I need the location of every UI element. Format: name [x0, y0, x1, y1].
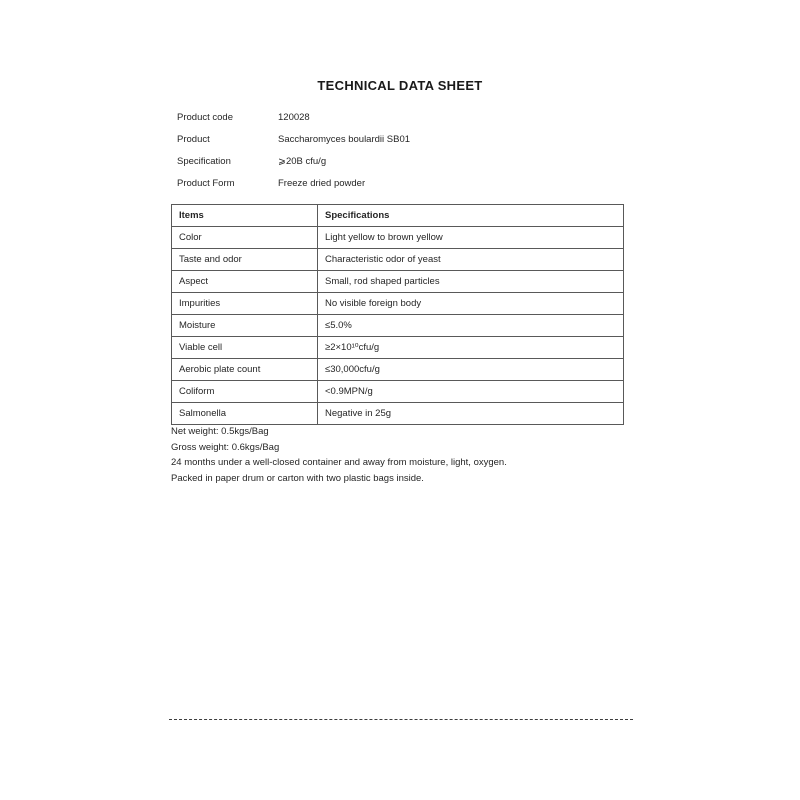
spec-cell: No visible foreign body [318, 293, 624, 315]
spec-cell: ≤30,000cfu/g [318, 359, 624, 381]
spec-cell: ≤5.0% [318, 315, 624, 337]
product-value: Saccharomyces boulardii SB01 [278, 133, 411, 145]
table-row [172, 293, 624, 315]
note-packaging: Packed in paper drum or carton with two plastic bags inside. [171, 472, 424, 484]
column-header-specifications: Specifications [318, 205, 624, 227]
item-cell: Viable cell [172, 337, 318, 359]
item-cell: Coliform [172, 381, 318, 403]
specification-label: Specification [177, 155, 231, 167]
product-form-label: Product Form [177, 177, 235, 189]
table-row [172, 403, 624, 425]
spec-cell: Small, rod shaped particles [318, 271, 624, 293]
table-row [172, 315, 624, 337]
footer-dashed-divider [169, 719, 633, 720]
specifications-table [171, 204, 624, 425]
table-row [172, 249, 624, 271]
product-info-row [177, 106, 410, 128]
spec-cell: Characteristic odor of yeast [318, 249, 624, 271]
item-cell: Impurities [172, 293, 318, 315]
table-header-row [172, 205, 624, 227]
product-info-row [177, 172, 410, 194]
product-form-value: Freeze dried powder [278, 177, 366, 189]
product-code-value: 120028 [278, 111, 310, 123]
column-header-items: Items [172, 205, 318, 227]
specification-value: ⩾20B cfu/g [278, 155, 327, 167]
table-row [172, 227, 624, 249]
item-cell: Taste and odor [172, 249, 318, 271]
product-label: Product [177, 133, 210, 145]
table-row [172, 381, 624, 403]
product-info-block [177, 106, 410, 194]
page-title: TECHNICAL DATA SHEET [317, 78, 483, 93]
notes-block [171, 424, 507, 486]
item-cell: Aerobic plate count [172, 359, 318, 381]
table-row [172, 271, 624, 293]
item-cell: Salmonella [172, 403, 318, 425]
spec-cell: <0.9MPN/g [318, 381, 624, 403]
note-net-weight: Net weight: 0.5kgs/Bag [171, 426, 269, 437]
table-row [172, 359, 624, 381]
table-row [172, 337, 624, 359]
product-info-row [177, 128, 410, 150]
spec-cell: Light yellow to brown yellow [318, 227, 624, 249]
item-cell: Color [172, 227, 318, 249]
item-cell: Moisture [172, 315, 318, 337]
item-cell: Aspect [172, 271, 318, 293]
note-gross-weight: Gross weight: 0.6kgs/Bag [171, 441, 280, 453]
spec-cell: Negative in 25g [318, 403, 624, 425]
product-info-row [177, 150, 410, 172]
spec-cell: ≥2×10¹⁰cfu/g [318, 337, 624, 359]
note-shelf-life: 24 months under a well-closed container and away from moisture, light, oxygen. [171, 457, 507, 468]
product-code-label: Product code [177, 111, 233, 123]
